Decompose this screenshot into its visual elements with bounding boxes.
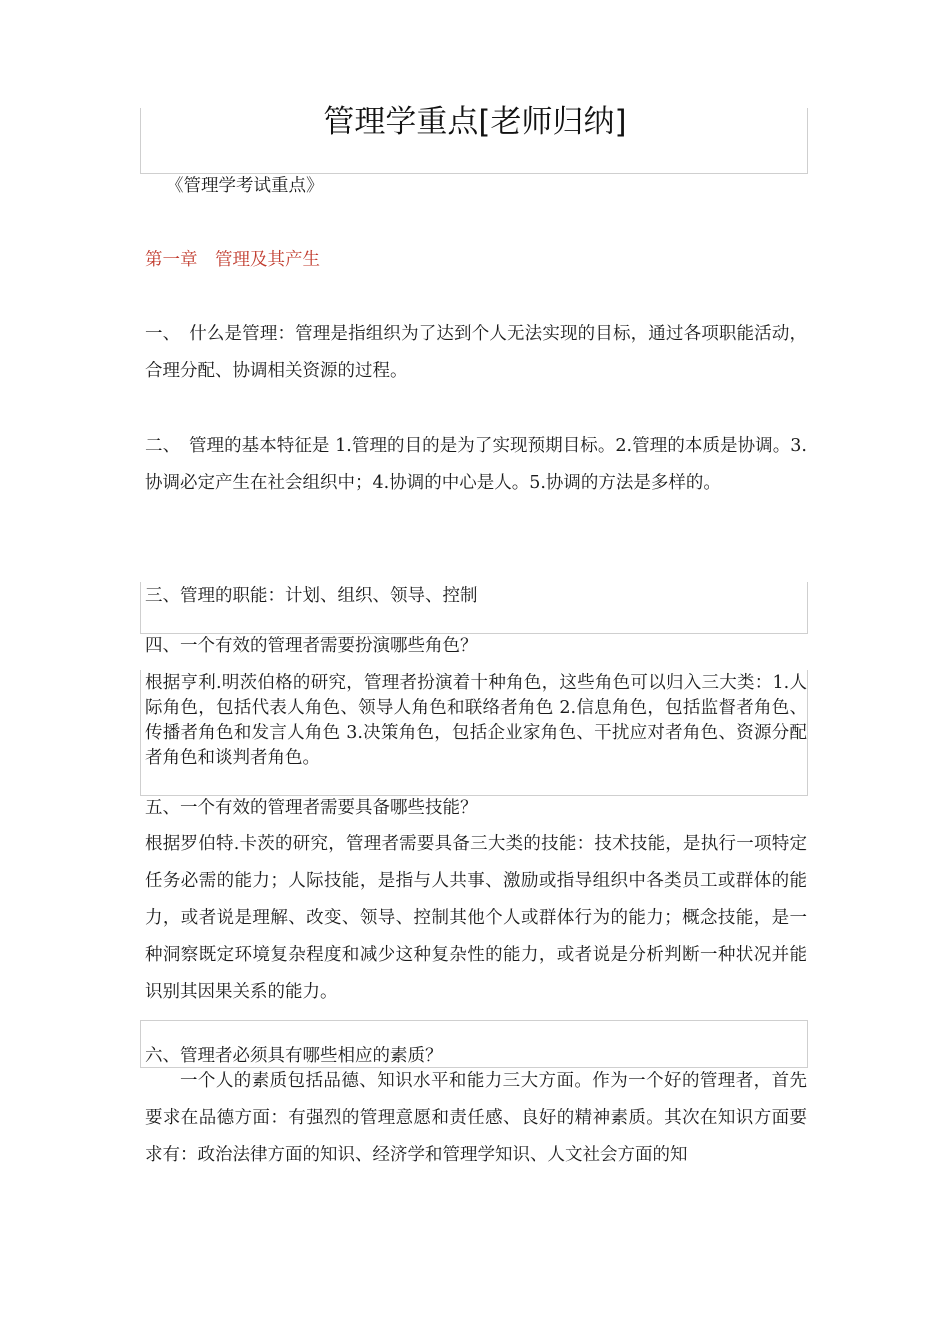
document-title: 管理学重点[老师归纳] [323,104,627,140]
section-6-heading: 六、管理者必须具有哪些相应的素质？ [145,1046,443,1066]
section-4-heading: 四、一个有效的管理者需要扮演哪些角色？ [145,636,478,656]
section-1-paragraph: 一、 什么是管理：管理是指组织为了达到个人无法实现的目标，通过各项职能活动，合理分配、协调相关资源的过程。 [145,324,807,381]
section-3-heading: 三、管理的职能：计划、组织、领导、控制 [145,586,478,606]
section-2-paragraph: 二、 管理的基本特征是 1.管理的目的是为了实现预期目标。2.管理的本质是协调。3.协调必定产生在社会组织中；4.协调的中心是人。5.协调的方法是多样的。 [145,436,807,493]
document-subtitle: 《管理学考试重点》 [166,176,324,196]
section-5-paragraph: 根据罗伯特.卡茨的研究，管理者需要具备三大类的技能：技术技能，是执行一项特定任务必需的能力；人际技能，是指与人共事、激励或指导组织中各类员工或群体的能力，或者说是理解、改变、领导、控制其他个人或群体行为的能力；概念技能，是一种洞察既定环境复杂程度和减少这种复杂性的能力，或者说是分析判断一种状况并能识别其因果关系的能力。 [145,834,807,1002]
chapter-heading: 第一章 管理及其产生 [145,250,320,270]
section-4-paragraph: 根据亨利.明茨伯格的研究，管理者扮演着十种角色，这些角色可以归入三大类：1.人际角色，包括代表人角色、领导人角色和联络者角色 2.信息角色，包括监督者角色、传播者角色和发言人角色 3.决策角色，包括企业家角色、干扰应对者角色、资源分配者角色和谈判者角色。 [145,673,807,768]
section-5-heading: 五、一个有效的管理者需要具备哪些技能？ [145,798,478,818]
section-6-paragraph: 一个人的素质包括品德、知识水平和能力三大方面。作为一个好的管理者，首先要求在品德方面：有强烈的管理意愿和责任感、良好的精神素质。其次在知识方面要求有：政治法律方面的知识、经济学和管理学知识、人文社会方面的知 [145,1071,807,1165]
